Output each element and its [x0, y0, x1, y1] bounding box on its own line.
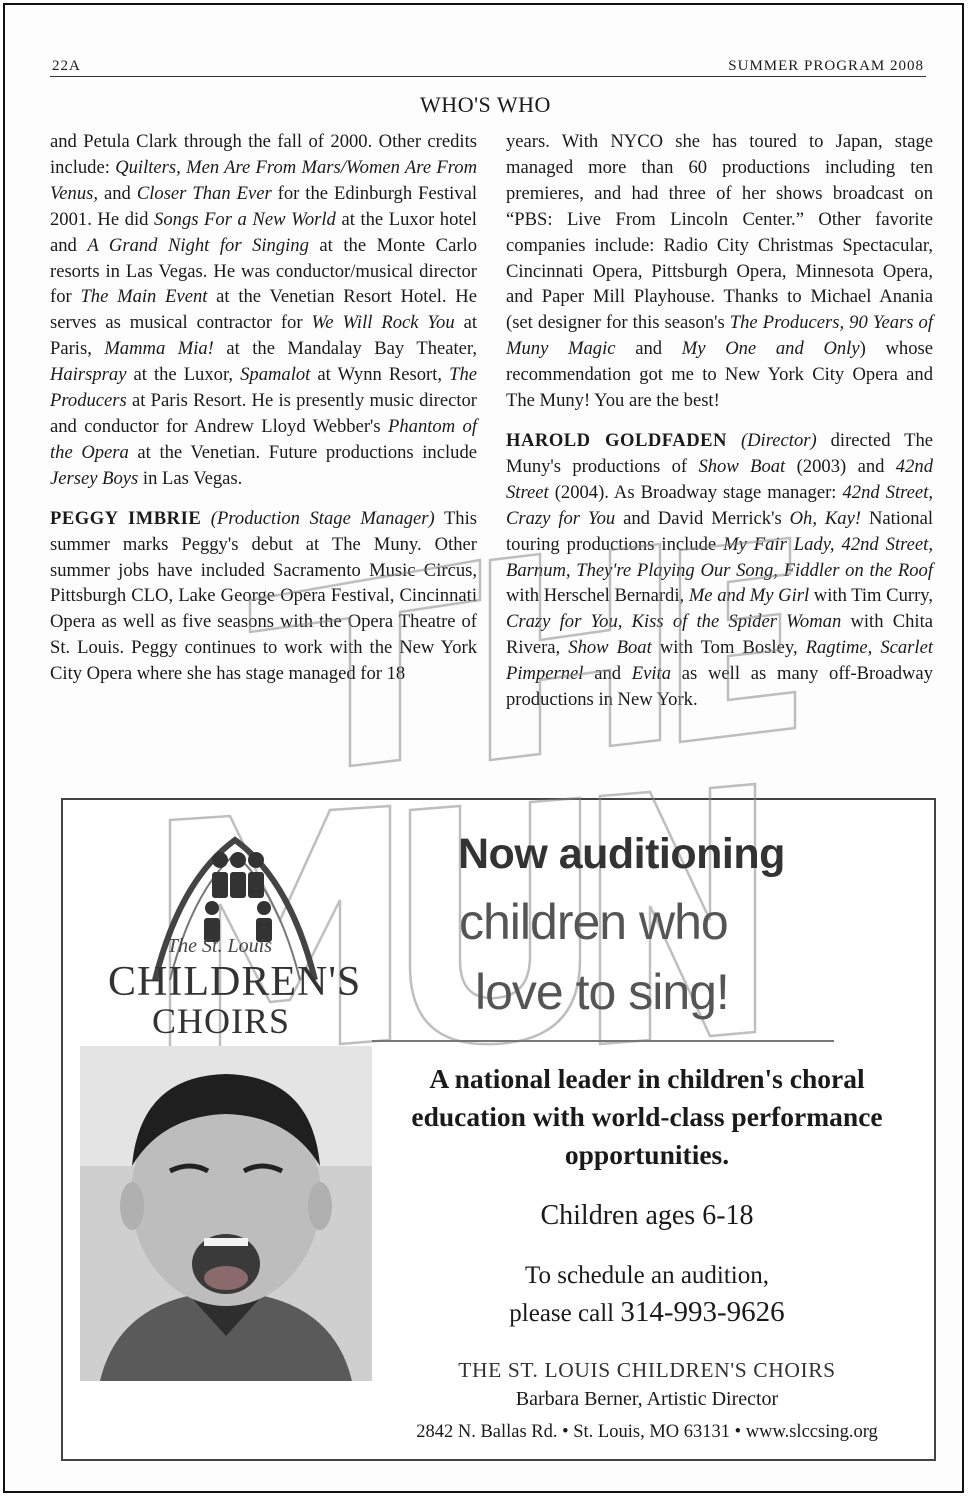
logo-wordmark-line2: CHOIRS: [152, 1001, 291, 1041]
bio-peggy-continued: years. With NYCO she has toured to Japan, stage managed more than 60 productions including ten premieres, and had three of her shows broadcast on “PBS: Live From Lincoln Center.” Other favorite companies include: Radio City Christmas Spectacular, Cincinnati Opera, Pittsburgh Opera, Minnesota Opera, and Paper Mill Playhouse. Thanks to Michael Anania (set designer for this season's The Producers, 90 Years of Muny Magic and My One and Only) whose recommendation got me to New York City Opera and The Muny! You are the best!: [506, 131, 933, 412]
ad-headline: Now auditioning: [458, 830, 785, 878]
schedule-line-1: To schedule an audition,: [524, 1262, 770, 1289]
ad-divider: [372, 1040, 834, 1042]
right-column: [506, 129, 933, 713]
program-title: SUMMER PROGRAM 2008: [728, 58, 924, 74]
ad-tagline: A national leader in children's choral education with world-class performance opportunities.: [411, 1063, 883, 1170]
left-column: [50, 129, 477, 687]
section-title: WHO'S WHO: [420, 92, 551, 117]
bio-name: HAROLD GOLDFADEN: [506, 429, 727, 451]
bio-name: PEGGY IMBRIE: [50, 507, 202, 529]
ad-subline-1: children who: [459, 894, 728, 950]
page-number: 22A: [52, 58, 81, 74]
child-photo-illustration: [80, 1046, 372, 1381]
phone-number: 314-993-9626: [620, 1296, 785, 1328]
ad-org-name: THE ST. LOUIS CHILDREN'S CHOIRS: [458, 1358, 836, 1382]
ad-subline-2: love to sing!: [475, 964, 729, 1020]
page-header: [50, 56, 926, 77]
ad-address: 2842 N. Ballas Rd. • St. Louis, MO 63131 • www.slccsing.org: [416, 1422, 878, 1442]
schedule-line-2: please call 314-993-9626: [509, 1296, 785, 1328]
bio-peggy-imbrie: PEGGY IMBRIE (Production Stage Manager) This summer marks Peggy's debut at The Muny. Other summer jobs have included Sacramento Music Circus, Pittsburgh CLO, Lake George Opera Festival, Cincinnati Opera as well as five seasons with the Opera Theatre of St. Louis. Peggy continues to work with the New York City Opera where she has stage managed for 18: [50, 507, 478, 685]
bio-continued: and Petula Clark through the fall of 2000. Other credits include: Quilters, Men Are From Mars/Women Are From Venus, and Closer Than Ever for the Edinburgh Festival 2001. He did Songs For a New World at the Luxor hotel and A Grand Night for Singing at the Monte Carlo resorts in Las Vegas. He was conductor/musical director for The Main Event at the Venetian Resort Hotel. He serves as musical contractor for We Will Rock You at Paris, Mamma Mia! at the Mandalay Bay Theater, Hairspray at the Luxor, Spamalot at Wynn Resort, The Producers at Paris Resort. He is presently music director and conductor for Andrew Lloyd Webber's Phantom of the Opera at the Venetian. Future productions include Jersey Boys in Las Vegas.: [50, 131, 478, 489]
bio-role: (Production Stage Manager): [210, 507, 435, 529]
ad-schedule: [378, 1257, 916, 1332]
ad-ages: Children ages 6-18: [540, 1200, 754, 1231]
ad-director: Barbara Berner, Artistic Director: [515, 1388, 779, 1410]
bio-harold-goldfaden: HAROLD GOLDFADEN (Director) directed The Muny's productions of Show Boat (2003) and 42nd Street (2004). As Broadway stage manager: 42nd Street, Crazy for You and David Merrick's Oh, Kay! National touring productions include My Fair Lady, 42nd Street, Barnum, They're Playing Our Song, Fiddler on the Roof with Herschel Bernardi, Me and My Girl with Tim Curry, Crazy for You, Kiss of the Spider Woman with Chita Rivera, Show Boat with Tom Bosley, Ragtime, Scarlet Pimpernel and Evita as well as many off-Broadway productions in New York.: [506, 429, 934, 711]
child-photo: [80, 1046, 372, 1381]
logo-wordmark-line1: CHILDREN'S: [108, 959, 362, 1005]
bio-role: (Director): [740, 429, 817, 451]
logo-small-text: The St. Louis: [167, 935, 273, 957]
